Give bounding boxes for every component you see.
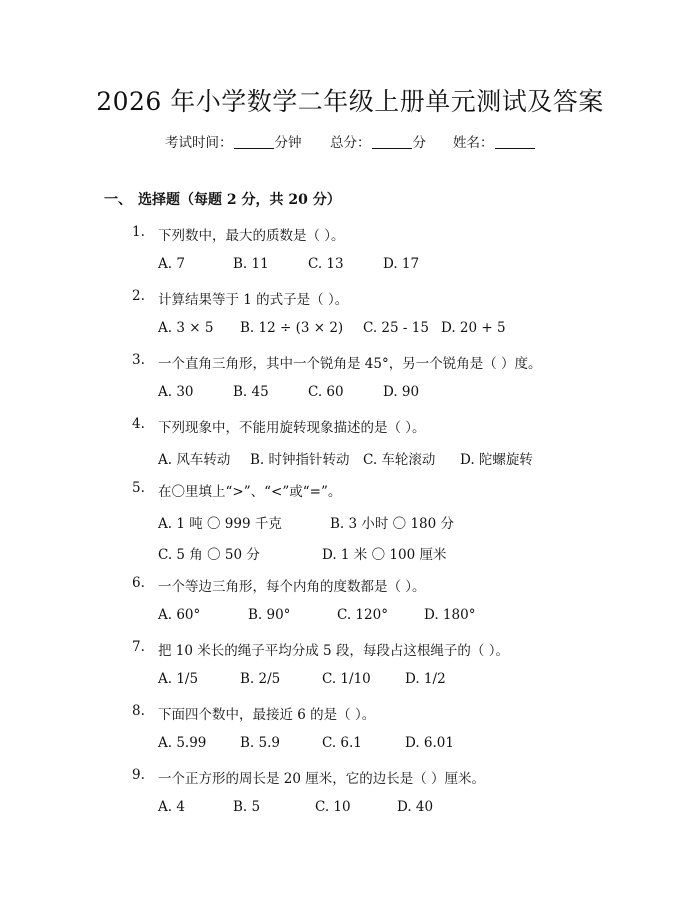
total-score-field	[330, 131, 426, 151]
option-b: B. 5	[233, 799, 261, 815]
question-number: 4.	[132, 416, 145, 432]
option-a: A. 30	[158, 384, 194, 400]
question-text: 计算结果等于 1 的式子是（ ）。	[158, 292, 349, 308]
option-b: B. 时钟指针转动	[250, 452, 350, 468]
option-d: D. 90	[383, 384, 420, 400]
exam-time-unit: 分钟	[274, 135, 302, 151]
option-d: D. 陀螺旋转	[460, 452, 533, 468]
question-text: 下面四个数中，最接近 6 的是（ ）。	[158, 707, 376, 723]
question-number: 2.	[132, 288, 145, 304]
question-text: 下列现象中，不能用旋转现象描述的是（ ）。	[158, 420, 426, 436]
section-title: 选择题（每题 2 分，共 20 分）	[138, 192, 341, 208]
student-name-blank	[495, 134, 535, 149]
exam-time-label: 考试时间：	[165, 135, 233, 151]
question-text: 在〇里填上“>”、“<”或“=”。	[158, 484, 342, 500]
option-d: D. 180°	[424, 607, 476, 623]
option-d: D. 17	[383, 256, 420, 272]
option-c: C. 25 - 15	[363, 320, 429, 336]
page-title: 2026 年小学数学二年级上册单元测试及答案	[96, 87, 604, 116]
question-number: 1.	[132, 224, 145, 240]
option-c: C. 5 角 〇 50 分	[158, 547, 260, 563]
option-a: A. 7	[158, 256, 185, 272]
student-name-label: 姓名：	[453, 135, 494, 151]
option-a: A. 5.99	[158, 735, 207, 751]
option-c: C. 10	[315, 799, 351, 815]
option-a: A. 3 × 5	[158, 320, 214, 336]
total-score-blank	[372, 134, 412, 149]
option-b: B. 45	[233, 384, 269, 400]
option-a: A. 风车转动	[158, 452, 231, 468]
question-number: 9.	[132, 767, 145, 783]
option-d: D. 6.01	[405, 735, 454, 751]
option-c: C. 120°	[337, 607, 388, 623]
option-b: B. 5.9	[240, 735, 280, 751]
question-text: 下列数中，最大的质数是（ ）。	[158, 228, 345, 244]
total-score-label: 总分：	[330, 135, 371, 151]
option-b: B. 12 ÷ (3 × 2)	[240, 320, 344, 336]
total-score-unit: 分	[412, 135, 426, 151]
question-number: 7.	[132, 639, 145, 655]
option-a: A. 4	[158, 799, 185, 815]
option-c: C. 1/10	[322, 671, 371, 687]
question-text: 一个等边三角形，每个内角的度数都是（ ）。	[158, 579, 426, 595]
student-name-field	[453, 131, 536, 151]
question-text: 把 10 米长的绳子平均分成 5 段，每段占这根绳子的（ ）。	[158, 643, 509, 659]
option-d: D. 40	[397, 799, 434, 815]
option-a: A. 1 吨 〇 999 千克	[158, 516, 282, 532]
option-c: C. 6.1	[322, 735, 362, 751]
option-b: B. 3 小时 〇 180 分	[330, 516, 455, 532]
option-a: A. 1/5	[158, 671, 199, 687]
question-number: 3.	[132, 352, 145, 368]
question-text: 一个正方形的周长是 20 厘米，它的边长是（ ）厘米。	[158, 771, 486, 787]
section-number: 一、	[104, 192, 132, 208]
option-c: C. 13	[308, 256, 344, 272]
section-heading	[104, 189, 341, 209]
question-number: 8.	[132, 703, 145, 719]
question-number: 5.	[132, 480, 145, 496]
option-b: B. 11	[233, 256, 269, 272]
option-d: D. 1 米 〇 100 厘米	[322, 547, 447, 563]
option-a: A. 60°	[158, 607, 201, 623]
option-c: C. 60	[308, 384, 344, 400]
exam-time-field	[165, 131, 302, 151]
option-d: D. 20 + 5	[441, 320, 506, 336]
option-b: B. 2/5	[240, 671, 281, 687]
option-b: B. 90°	[248, 607, 291, 623]
option-d: D. 1/2	[405, 671, 446, 687]
exam-time-blank	[234, 134, 274, 149]
question-text: 一个直角三角形，其中一个锐角是 45°，另一个锐角是（ ）度。	[158, 356, 542, 372]
question-number: 6.	[132, 575, 145, 591]
option-c: C. 车轮滚动	[363, 452, 436, 468]
